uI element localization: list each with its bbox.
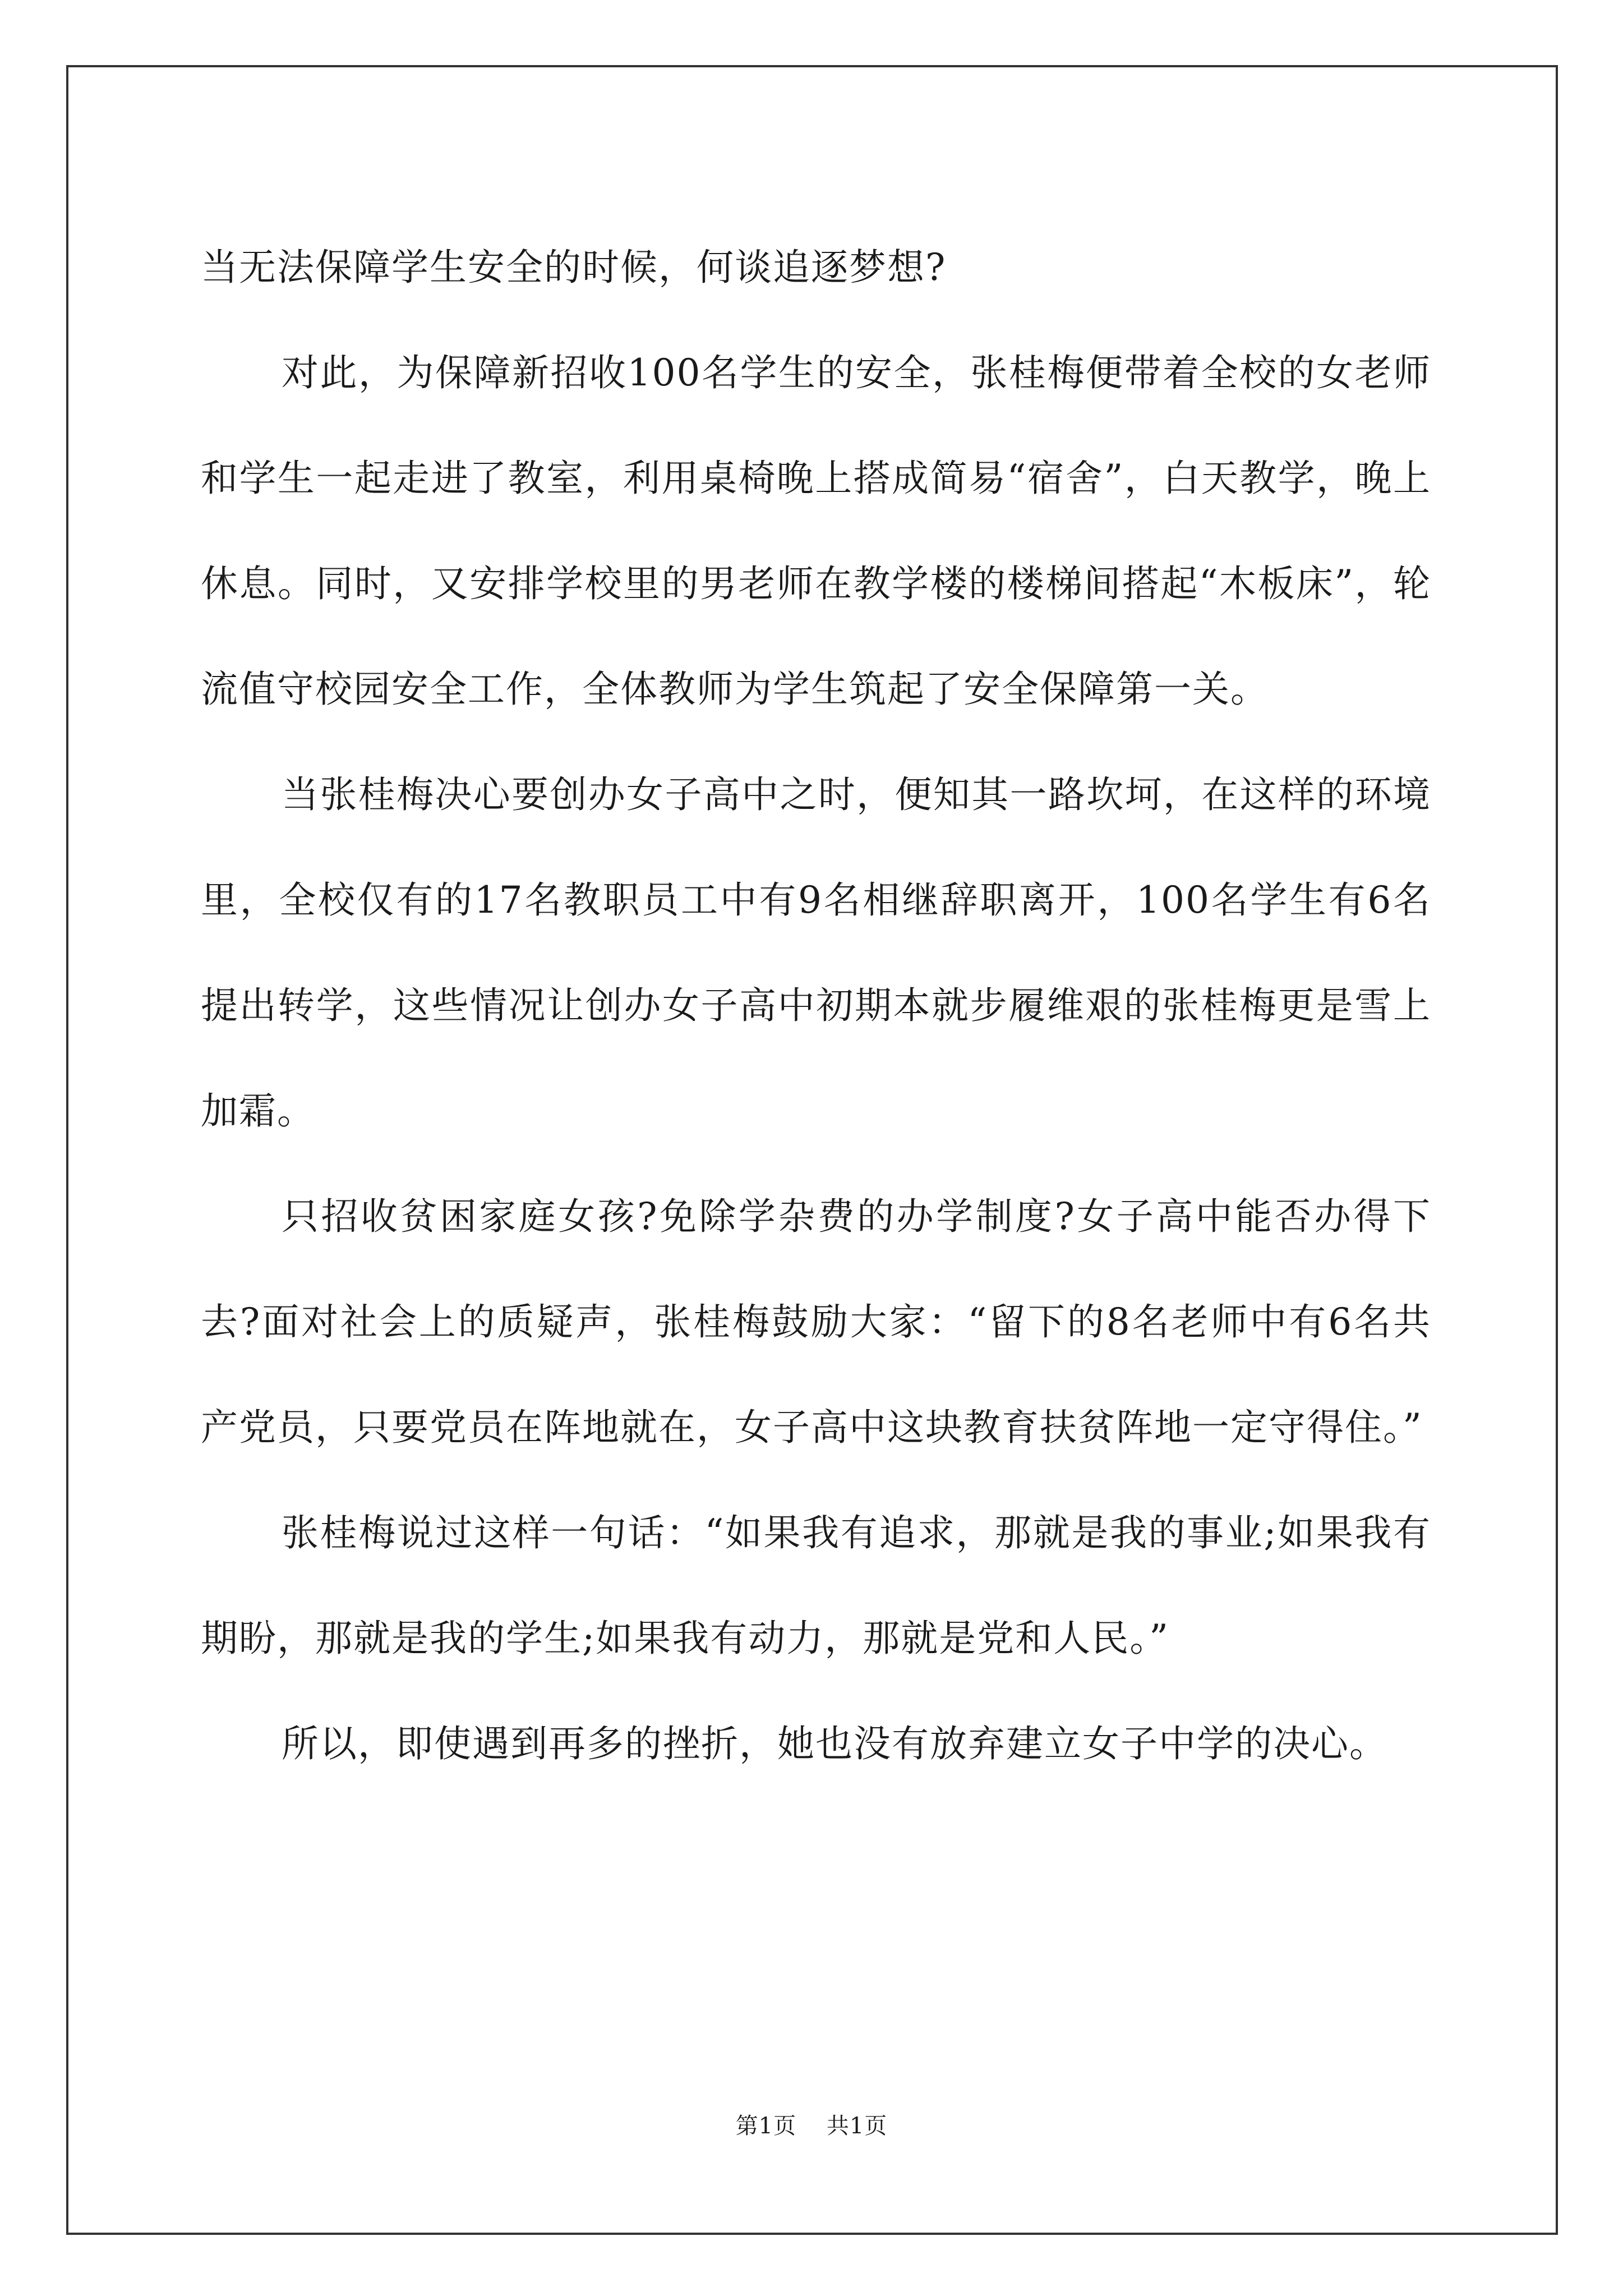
paragraph-1: 当无法保障学生安全的时候，何谈追逐梦想? [201, 246, 947, 289]
page-number: 第1页 [735, 2113, 797, 2139]
document-body [201, 215, 1431, 1797]
paragraph-5: 张桂梅说过这样一句话：“如果我有追求，那就是我的事业;如果我有期盼，那就是我的学生;如果我有动力，那就是党和人民。” [201, 1511, 1431, 1660]
page-total: 共1页 [826, 2113, 888, 2139]
paragraph-3: 当张桂梅决心要创办女子高中之时，便知其一路坎坷，在这样的环境里，全校仅有的17名教职员工中有9名相继辞职离开，100名学生有6名提出转学，这些情况让创办女子高中初期本就步履维艰的张桂梅更是雪上加霜。 [201, 773, 1431, 1133]
paragraph-4: 只招收贫困家庭女孩?免除学杂费的办学制度?女子高中能否办得下去?面对社会上的质疑声，张桂梅鼓励大家：“留下的8名老师中有6名共产党员，只要党员在阵地就在，女子高中这块教育扶贫阵地一定守得住。” [201, 1195, 1431, 1449]
page-footer [0, 2109, 1623, 2143]
paragraph-6: 所以，即使遇到再多的挫折，她也没有放弃建立女子中学的决心。 [282, 1722, 1387, 1765]
paragraph-2: 对此，为保障新招收100名学生的安全，张桂梅便带着全校的女老师和学生一起走进了教室，利用桌椅晚上搭成简易“宿舍”，白天教学，晚上休息。同时，又安排学校里的男老师在教学楼的楼梯间搭起“木板床”，轮流值守校园安全工作，全体教师为学生筑起了安全保障第一关。 [201, 351, 1431, 711]
